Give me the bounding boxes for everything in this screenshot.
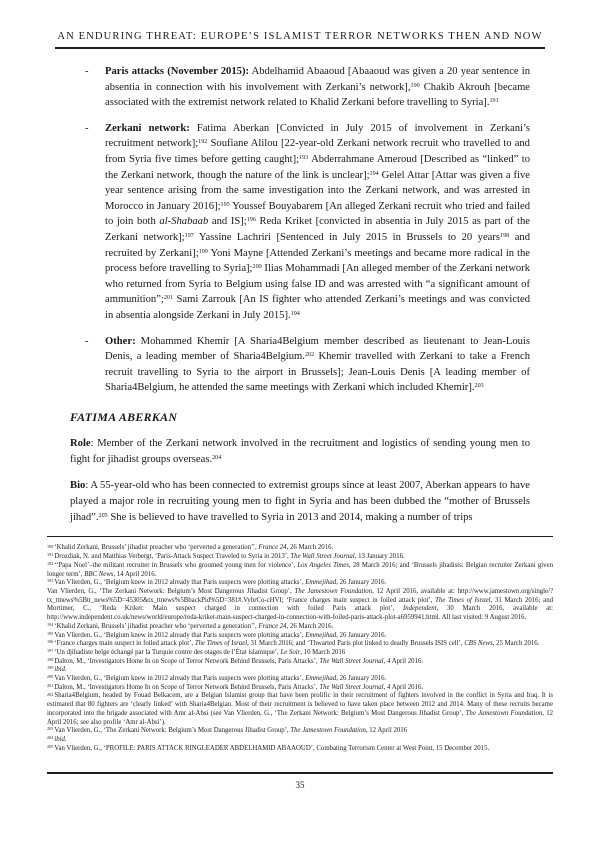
bullet-list xyxy=(70,64,530,396)
footnote-text: Drozdiak, N. and Matthias Verbergt, ‘Paris-Attack Suspect Traveled to Syria in 2013’, The Wall Street Journal, 13 January 2016. xyxy=(54,553,405,561)
footnote-text: Sharia4Belgium, headed by Fouad Belkacem, are a Belgian Islamist group that have been prolific in their recruitment of fighters involved in the conflict in Syria and Iraq. It is estimated that 80 fighters are ‘clearly linked’ with Sharia4Belgian. Most of their recruitment is believed to have taken place between 2012 and 2014. Many of these recruits became incorporated into the brigade associated with Amr al-Absi (see Van Vlierden, G., ‘The Zerkani Network: Belgium’s Most Dangerous Jihadist Group’, The Jamestown Foundation, 12 April 2016; see also profile ‘Amr al-Absi’). xyxy=(47,692,553,726)
role-paragraph: Role: Member of the Zerkani network involved in the recruitment and logistics of sending young men to fight for jihadist groups overseas.$^{204}$ xyxy=(70,437,530,465)
footnote-number: 199 xyxy=(47,665,54,671)
bullet-item xyxy=(70,334,530,396)
footer-rule xyxy=(47,772,553,774)
footnote-number: 195 xyxy=(47,630,54,636)
footnote-number: 200 xyxy=(47,674,54,680)
footnote-text: ‘France charges main suspect in foiled attack plot’, The Times of Israel, 31 March 2016; and ‘Thwarted Paris plot linked to deadly Brussels ISIS cell’, CBS News, 25 March 2016. xyxy=(54,640,540,648)
footnote xyxy=(47,544,553,553)
footnotes-list xyxy=(47,544,553,753)
page-number: 35 xyxy=(295,779,305,790)
section-heading: FATIMA ABERKAN xyxy=(70,409,178,424)
footnote-text: ‘Khalid Zerkani, Brussels’ jihadist preacher who ‘perverted a generation’’, France 24, 26 March 2016. xyxy=(54,622,334,630)
footnote-number: 193 xyxy=(47,578,54,584)
footnote-number: 194 xyxy=(47,621,54,627)
footnote-number: 197 xyxy=(47,648,54,654)
running-header-title: AN ENDURING THREAT: EUROPE’S ISLAMIST TERROR NETWORKS THEN AND NOW xyxy=(57,31,543,42)
footnote xyxy=(47,727,553,736)
footnote-number: 191 xyxy=(47,552,54,558)
footnote-number: 202 xyxy=(47,691,54,697)
footnote xyxy=(47,562,553,579)
footnote-text: Van Vlierden, G., ‘Belgium knew in 2012 already that Paris suspects were plotting attacks’, Emmejihad, 26 January 2016. xyxy=(54,675,387,683)
footnote-text: ibid. xyxy=(54,666,67,674)
footnote-separator-rule xyxy=(47,536,553,538)
footnote-number: 196 xyxy=(47,639,54,645)
bullet-item xyxy=(70,64,530,111)
bullet-dash: - xyxy=(85,335,89,347)
bullet-item xyxy=(70,121,530,324)
footnote-text: Van Vlierden, G., ‘Belgium knew in 2012 already that Paris suspects were plotting attacks’, Emmejihad, 26 January 2016. Van Vlierden, G., ‘The Zerkani Network: Belgium’s Most Dangerous Jihadist Group’, The Jamestown Foundation, 12 April 2016, available at: http://www.jamestown.org/single/?tx_ttnews%5Btt_news%5D=45305&tx_ttnews%5BbackPid%5D=381#.VyhrCo-cHVI; ‘France charges main suspect in foiled attack plot’, The Times of Israel, 31 March 2016; and Mortimer, C., ‘Reda Kriket: Main suspect charged in connection with foiled Paris attack plot’, Independent, 30 March 2016, available at: http://www.independent.co.uk/news/world/europe/reda-kriket-main-suspect-charged-in-connection-with-foiled-paris-attack-plot-a6959941.html. All last visited: 9 August 2016. xyxy=(47,579,553,622)
footnote xyxy=(47,745,553,754)
bullet-text: Zerkani network: Fatima Aberkan [Convicted in July 2015 of involvement in Zerkani’s recruitment network];$^{192}$ Soufiane Alilou [22-year-old Zerkani network recruit who travelled to and from Syria five times before getting caught];$^{193}$ Abderrahmane Ameroud [Described as “linked” to the Zerkani network, though the nature of the link is unclear];$^{194}$ Gelel Attar [Attar was given a five year sentence arising from the same investigation into the Zerkani network, and was arrested in Morocco in January 2016];$^{195}$ Youssef Bouyabarem [An alleged Zerkani recruit who tried and failed to join both al-Shabaab and IS];$^{196}$ Reda Kriket [convicted in absentia in July 2015 as part of the Zerkani network];$^{197}$ Yassine Lachriri [Sentenced in July 2015 in Brussels to 20 years$^{198}$ and recruited by Zerkani];$^{199}$ Yoni Mayne [Attended Zerkani’s meetings and became more radical in the process before travelling to Syria];$^{200}$ Ilias Mohammadi [An alleged member of the Zerkani network who returned from Syria to Belgium using false ID and was arrested with “a significant amount of ammunition”;$^{201}$ Sami Zarrouk [An IS fighter who attended Zerkani’s meetings and was convicted in absentia alongside Zerkani in July 2015].$^{194}$ xyxy=(105,122,531,321)
bullet-text: Other: Mohammed Khemir [A Sharia4Belgium member described as lieutenant to Jean-Louis Denis, a leading member of Sharia4Belgium.$^{202}$ Khemir travelled with Zerkani to take a French recruit travelling to Syria to the airport in Brussels]; Jean-Louis Denis [A leading member of Sharia4Belgium, he attended the same meetings with Zerkani which included Khemir].$^{203}$ xyxy=(105,335,530,394)
footnote xyxy=(47,692,553,727)
footnote xyxy=(47,675,553,684)
footnote-text: ‘‘Papa Noel’–the militant recruiter in Brussels who groomed young men for violence’, Los Angeles Times, 28 March 2016; and ‘Brussels jihadists: Belgian recruiter Zerkani given longer term’, BBC News, 14 April 2016. xyxy=(47,561,553,578)
footnote xyxy=(47,553,553,562)
footnote-text: Dalton, M., ‘Investigators Home In on Scope of Terror Network Behind Brussels, Paris Attacks’, The Wall Street Journal, 4 April 2016. xyxy=(54,657,424,665)
footnote-number: 205 xyxy=(47,743,54,749)
bullet-text: Paris attacks (November 2015): Abdelhamid Abaaoud [Abaaoud was given a 20 year sentence in absentia in connection with his involvement with Zerkani’s network],$^{190}$ Chakib Akrouh [became associated with the extremist network related to Khalid Zerkani before travelling to Syria].$^{191}$ xyxy=(105,66,531,109)
footnote xyxy=(47,623,553,632)
footnote-number: 198 xyxy=(47,656,54,662)
bullet-dash: - xyxy=(85,66,89,77)
footnote xyxy=(47,649,553,658)
footnote-number: 204 xyxy=(47,735,54,741)
footnote xyxy=(47,579,553,623)
footnote xyxy=(47,666,553,675)
footnote-text: Van Vlierden, G., ‘The Zerkani Network: Belgium’s Most Dangerous Jihadist Group’, The Jamestown Foundation, 12 April 2016 xyxy=(54,727,408,735)
page-header xyxy=(0,0,600,49)
page-footer xyxy=(0,772,600,790)
footnote xyxy=(47,736,553,745)
body-content xyxy=(70,64,530,525)
footnote-number: 192 xyxy=(47,561,54,566)
footnote-text: ibid. xyxy=(54,735,67,743)
footnote-number: 203 xyxy=(47,726,54,732)
bullet-dash: - xyxy=(85,122,89,134)
footnote-number: 201 xyxy=(47,682,54,688)
footnote-text: Van Vlierden, G., ‘Belgium knew in 2012 already that Paris suspects were plotting attacks’, Emmejihad, 26 January 2016. xyxy=(54,631,387,639)
footnote xyxy=(47,640,553,649)
footnote-text: ‘Khalid Zerkani, Brussels’ jihadist preacher who ‘perverted a generation’’, France 24, 26 March 2016. xyxy=(54,544,334,552)
bio-paragraph: Bio: A 55-year-old who has been connected to extremist groups since at least 2007, Aberkan appears to have played a major role in recruiting young men to fight in Syria and has been dubbed the “mother of Brussels jihad”.$^{205}$ She is believed to have travelled to Syria in 2013 and 2014, making a number of trips xyxy=(70,480,530,523)
footnote-text: ‘Un djihadiste belge échangé par la Turquie contre des otages de l’État islamique’, Le Soir, 10 March 2016 xyxy=(54,648,346,656)
header-rule xyxy=(55,47,545,49)
footnote-text: Dalton, M., ‘Investigators Home In on Scope of Terror Network Behind Brussels, Paris Attacks’, The Wall Street Journal, 4 April 2016. xyxy=(54,683,424,691)
footnote-text: Van Vlierden, G., ‘PROFILE: PARIS ATTACK RINGLEADER ABDELHAMID ABAAOUD’, Combating Terrorism Center at West Point, 15 December 2015. xyxy=(54,744,490,752)
footnote-number: 190 xyxy=(47,543,54,549)
footnote xyxy=(47,632,553,641)
footnote xyxy=(47,658,553,667)
